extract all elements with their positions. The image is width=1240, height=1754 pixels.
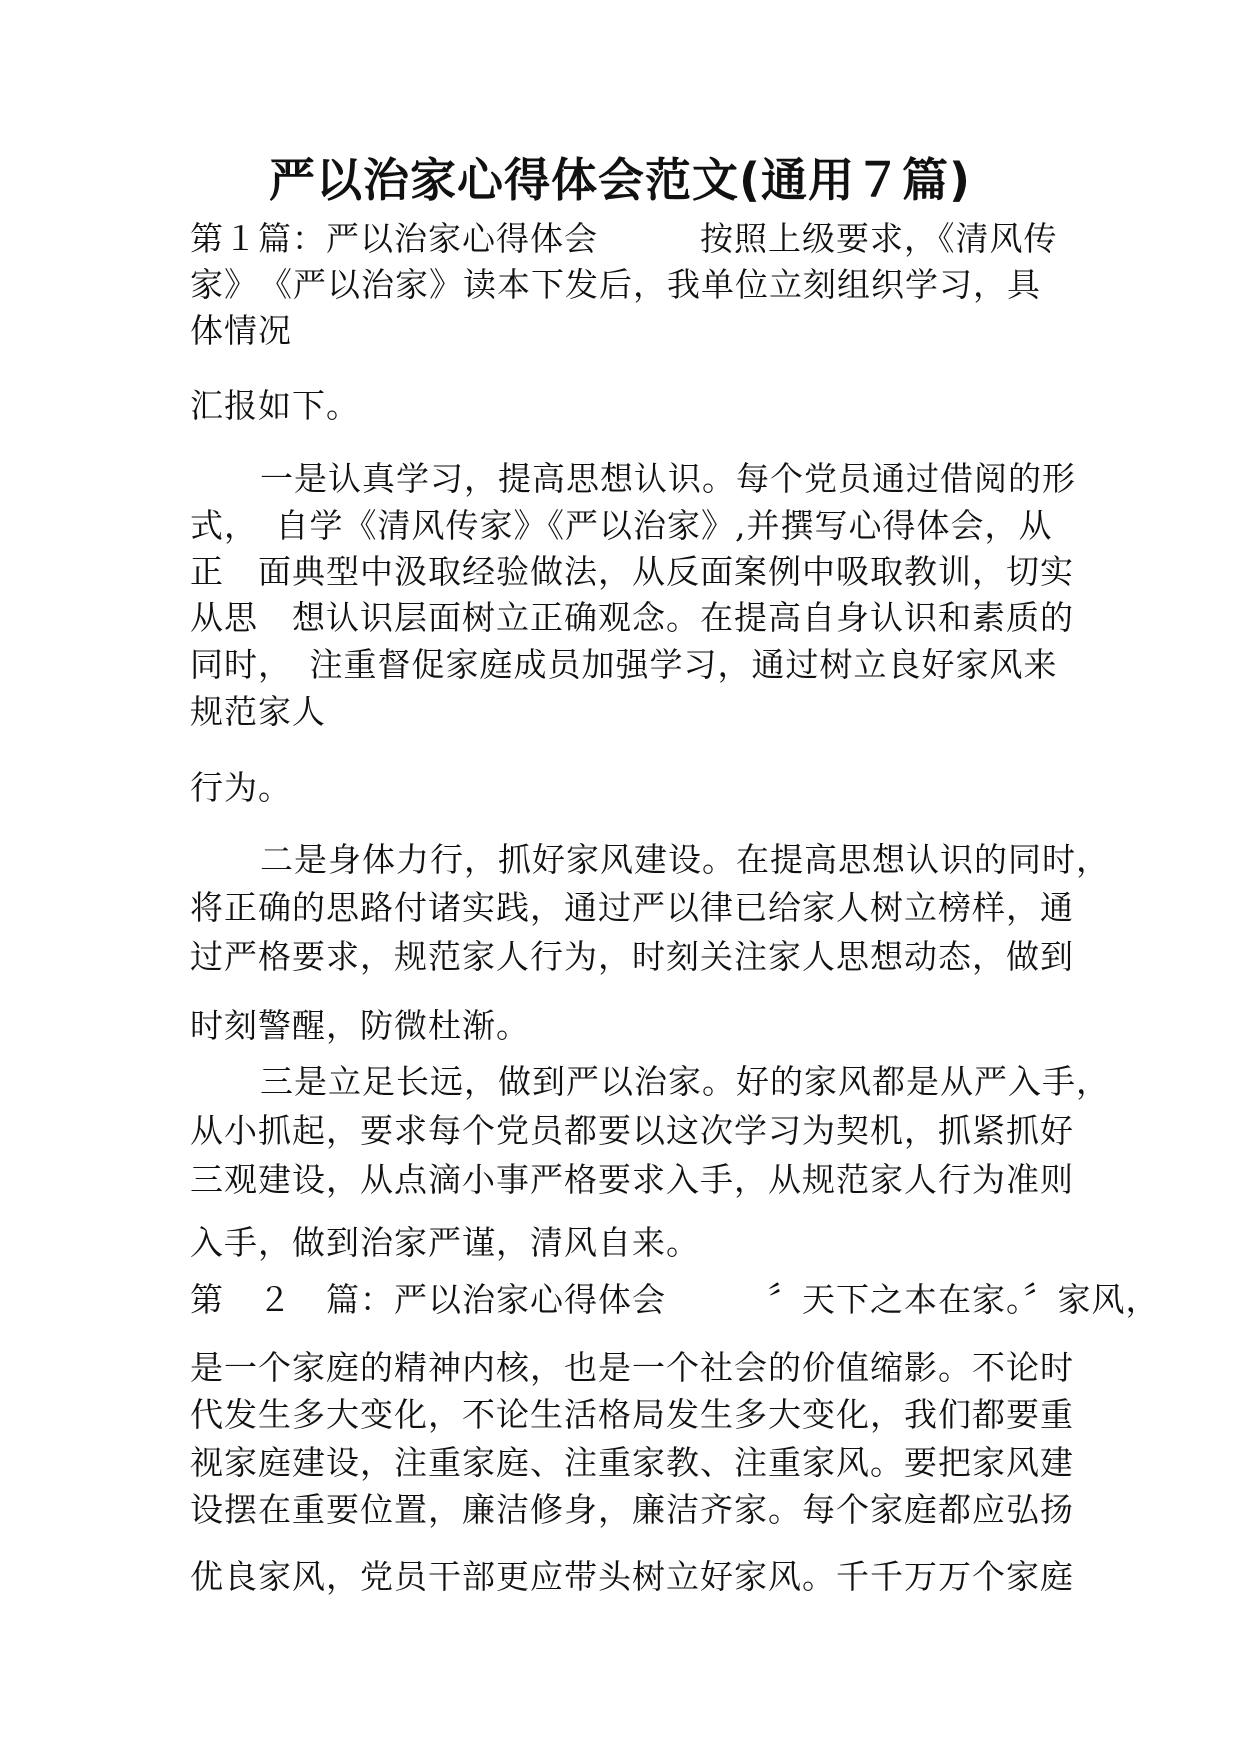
- paragraph-line: 代发生多大变化，不论生活格局发生多大变化，我们都要重: [190, 1395, 1074, 1434]
- paragraph-line: 体情况: [190, 311, 292, 350]
- paragraph-line: 第１篇：严以治家心得体会 按照上级要求，《清风传: [190, 219, 1058, 258]
- document-title: 严以治家心得体会范文(通用７篇): [268, 153, 972, 207]
- paragraph-line: 家》 《严以治家》读本下发后，我单位立刻组织学习，具: [190, 265, 1041, 304]
- paragraph-line: 是一个家庭的精神内核，也是一个社会的价值缩影。不论时: [190, 1348, 1074, 1387]
- paragraph-line: 视家庭建设，注重家庭、注重家教、注重家风。要把家风建: [190, 1443, 1074, 1482]
- paragraph-line: 正 面典型中汲取经验做法，从反面案例中吸取教训，切实: [190, 552, 1074, 591]
- paragraph-line: 三观建设，从点滴小事严格要求入手，从规范家人行为准则: [190, 1160, 1074, 1199]
- paragraph-line: 行为。: [190, 768, 292, 807]
- paragraph-line: 规范家人: [190, 692, 326, 731]
- paragraph-line: 式， 自学《清风传家》《严以治家》,并撰写心得体会，从: [190, 506, 1053, 545]
- paragraph-line: 设摆在重要位置，廉洁修身，廉洁齐家。每个家庭都应弘扬: [190, 1490, 1074, 1529]
- paragraph-line: 从小抓起，要求每个党员都要以这次学习为契机，抓紧抓好: [190, 1111, 1074, 1150]
- paragraph-line: 一是认真学习，提高思想认识。每个党员通过借阅的形: [260, 459, 1076, 498]
- paragraph-line: 汇报如下。: [190, 386, 360, 425]
- paragraph-line: 入手，做到治家严谨，清风自来。: [190, 1223, 700, 1262]
- paragraph-line: 三是立足长远，做到严以治家。好的家风都是从严入手，: [260, 1062, 1110, 1101]
- paragraph-line: 将正确的思路付诸实践，通过严以律已给家人树立榜样，通: [190, 888, 1074, 927]
- paragraph-line: 第 ２ 篇：严以治家心得体会 〞天下之本在家。〞家风，: [190, 1280, 1160, 1319]
- paragraph-line: 优良家风，党员干部更应带头树立好家风。千千万万个家庭: [190, 1557, 1074, 1596]
- paragraph-line: 从思 想认识层面树立正确观念。在提高自身认识和素质的: [190, 598, 1074, 637]
- paragraph-line: 同时， 注重督促家庭成员加强学习，通过树立良好家风来: [190, 645, 1058, 684]
- paragraph-line: 过严格要求，规范家人行为，时刻关注家人思想动态，做到: [190, 937, 1074, 976]
- paragraph-line: 时刻警醒，防微杜渐。: [190, 1006, 530, 1045]
- paragraph-line: 二是身体力行，抓好家风建设。在提高思想认识的同时，: [260, 840, 1110, 879]
